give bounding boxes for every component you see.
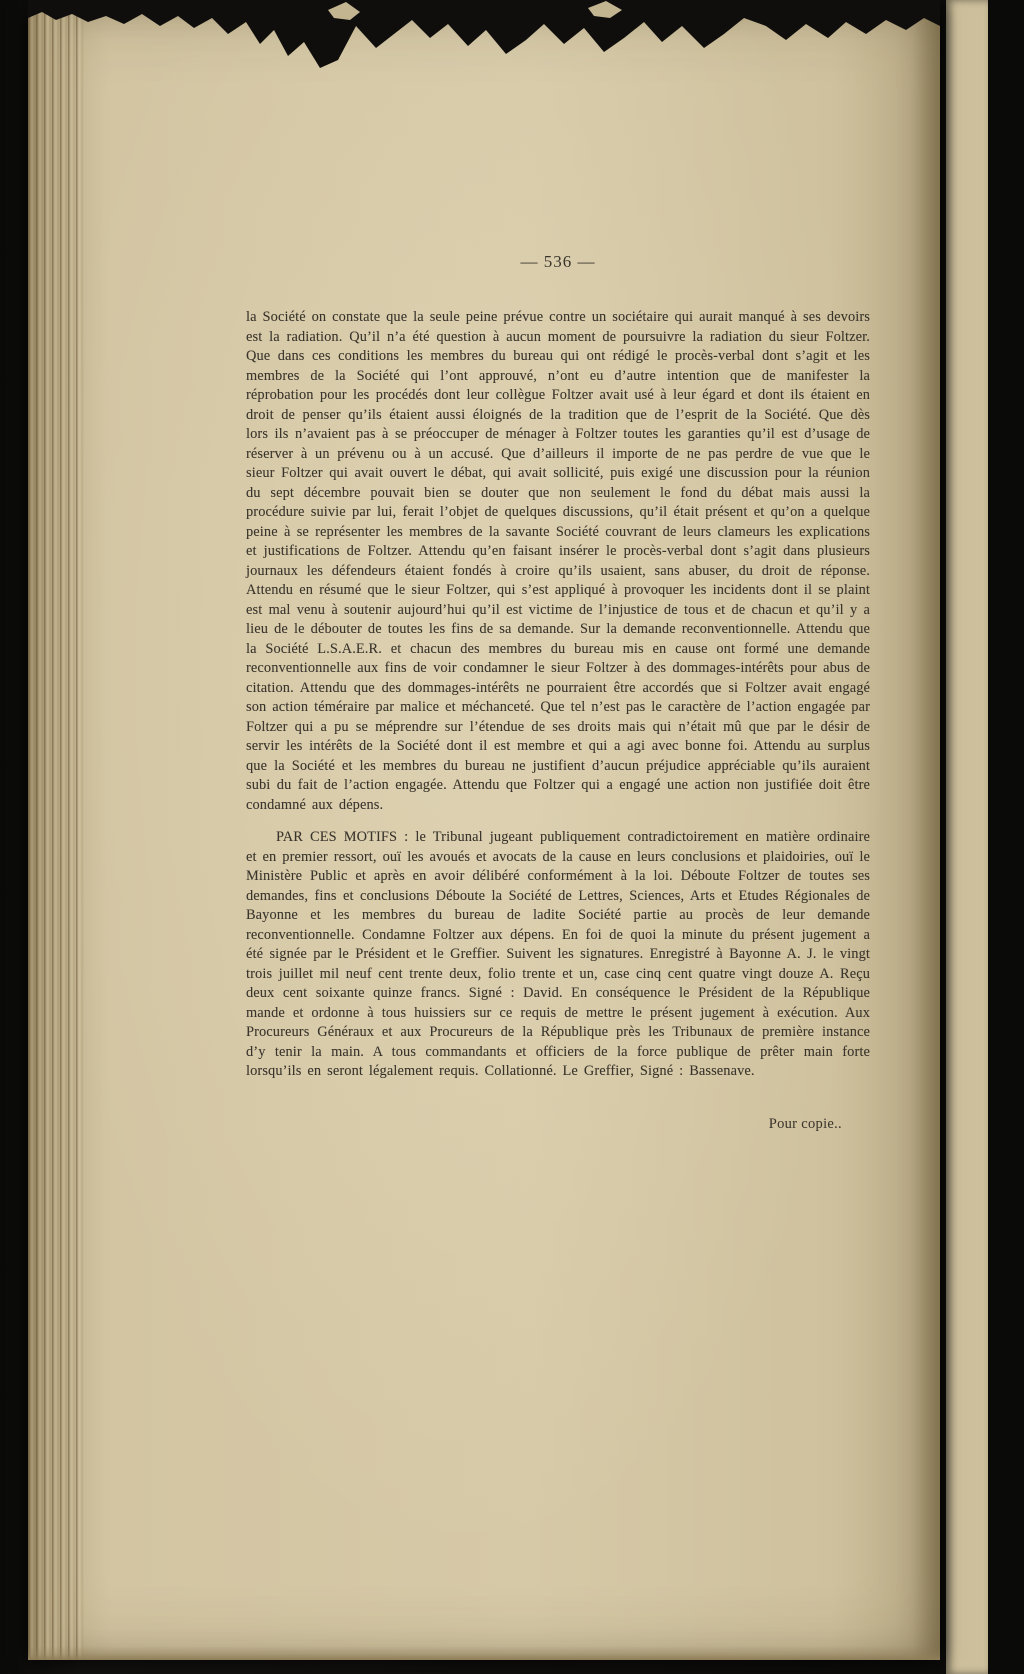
page-number: — 536 — bbox=[520, 252, 596, 271]
left-page-edges bbox=[28, 8, 84, 1660]
next-page-edge bbox=[946, 0, 988, 1674]
par-ces-motifs-paragraph: PAR CES MOTIFS : le Tribunal jugeant publiquement contradictoirement en matière ordinaire et en premier ressort, ouï les avoués et avocats de la cause en leurs conclusions et plaidoiries, ouï le Ministère Public et après en avoir délibéré conformément à la loi. Déboute Foltzer de toutes ses demandes, fins et conclusions Déboute la Société de Lettres, Sciences, Arts et Etudes Régionales de Bayonne et les membres du bureau de ladite Société partie au procès de leur demande reconventionnelle. Condamne Foltzer aux dépens. En foi de quoi la minute du présent jugement a été signée par le Président et le Greffier. Suivent les signatures. Enregistré à Bayonne A. J. le vingt trois juillet mil neuf cent trente deux, folio trente et un, case cinq cent quatre vingt douze A. Reçu deux cent soixante quinze francs. Signé : David. En conséquence le Président de la République mande et ordonne à tous huissiers sur ce requis de mettre le présent jugement à exécution. Aux Procureurs Généraux et aux Procureurs de la République près les Tribunaux de première instance d’y tenir la main. A tous commandants et officiers de la force publique de prêter main forte lorsqu’ils en seront légalement requis. Collationné. Le Greffier, Signé : Bassenave. bbox=[246, 829, 870, 1079]
book-page bbox=[28, 8, 940, 1660]
judgment-body-paragraph: la Société on constate que la seule peine prévue contre un sociétaire qui aurait manqué à ses devoirs est la radiation. Qu’il n’a été question à aucun moment de poursuivre la radiation du sieur Foltzer. Que dans ces conditions les membres du bureau qui ont rédigé le procès-verbal dont s’agit et les membres de la Société qui l’ont approuvé, n’ont eu d’autre intention que de manifester la réprobation pour les procédés dont leur collègue Foltzer avait usé à leur égard et dont ils étaient en droit de penser qu’ils étaient aussi éloignés de la tradition que de l’esprit de la Société. Que dès lors ils n’avaient pas à se préoccuper de ménager à Foltzer toutes les garanties qu’il est d’usage de réserver à un prévenu ou à un accusé. Que d’ailleurs il importe de ne pas perdre de vue que le sieur Foltzer qui avait ouvert le débat, qui avait sollicité, puis exigé une discussion pour la réunion du sept décembre pouvait bien se douter que non seulement le fond du débat mais aussi la procédure suivie par lui, ferait l’objet de quelques discussions, qu’il était présent et qu’on a quelque peine à se représenter les membres de la savante Société couvrant de leurs clameurs les explications et justifications de Foltzer. Attendu qu’en faisant insérer le procès-verbal dont s’agit dans plusieurs journaux les défendeurs étaient fondés à croire qu’ils usaient, sans abuser, du droit de réponse. Attendu en résumé que le sieur Foltzer, qui s’est appliqué à provoquer les incidents dont il se plaint est mal venu à soutenir aujourd’hui qu’il est victime de l’injustice de tous et de chacun et qu’il y a lieu de le débouter de toutes les fins de sa demande. Sur la demande reconventionnelle. Attendu que la Société L.S.A.E.R. et chacun des membres du bureau mis en cause ont formé une demande reconventionnelle aux fins de voir condamner le sieur Foltzer à des dommages-intérêts pour abus de citation. Attendu que des dommages-intérêts ne pourraient être accordés que si Foltzer avait engagé son action téméraire par malice et méchanceté. Que tel n’est pas le caractère de l’action engagée par Foltzer qui a pu se méprendre sur l’étendue de ses droits mais qui n’était mû que par le désir de servir les intérêts de la Société dont il est membre et qui a agi avec bonne foi. Attendu au surplus que la Société et les membres du bureau ne justifient d’aucun préjudice appréciable qu’ils auraient subi du fait de l’action engagée. Attendu que Foltzer qui a engagé une action non justifiée doit être condamné aux dépens. bbox=[246, 309, 870, 813]
torn-top-edge bbox=[28, 0, 940, 78]
bottom-page-edge bbox=[28, 1646, 940, 1660]
pour-copie-note: Pour copie.. bbox=[768, 1115, 842, 1132]
page-text-block bbox=[246, 252, 870, 1133]
